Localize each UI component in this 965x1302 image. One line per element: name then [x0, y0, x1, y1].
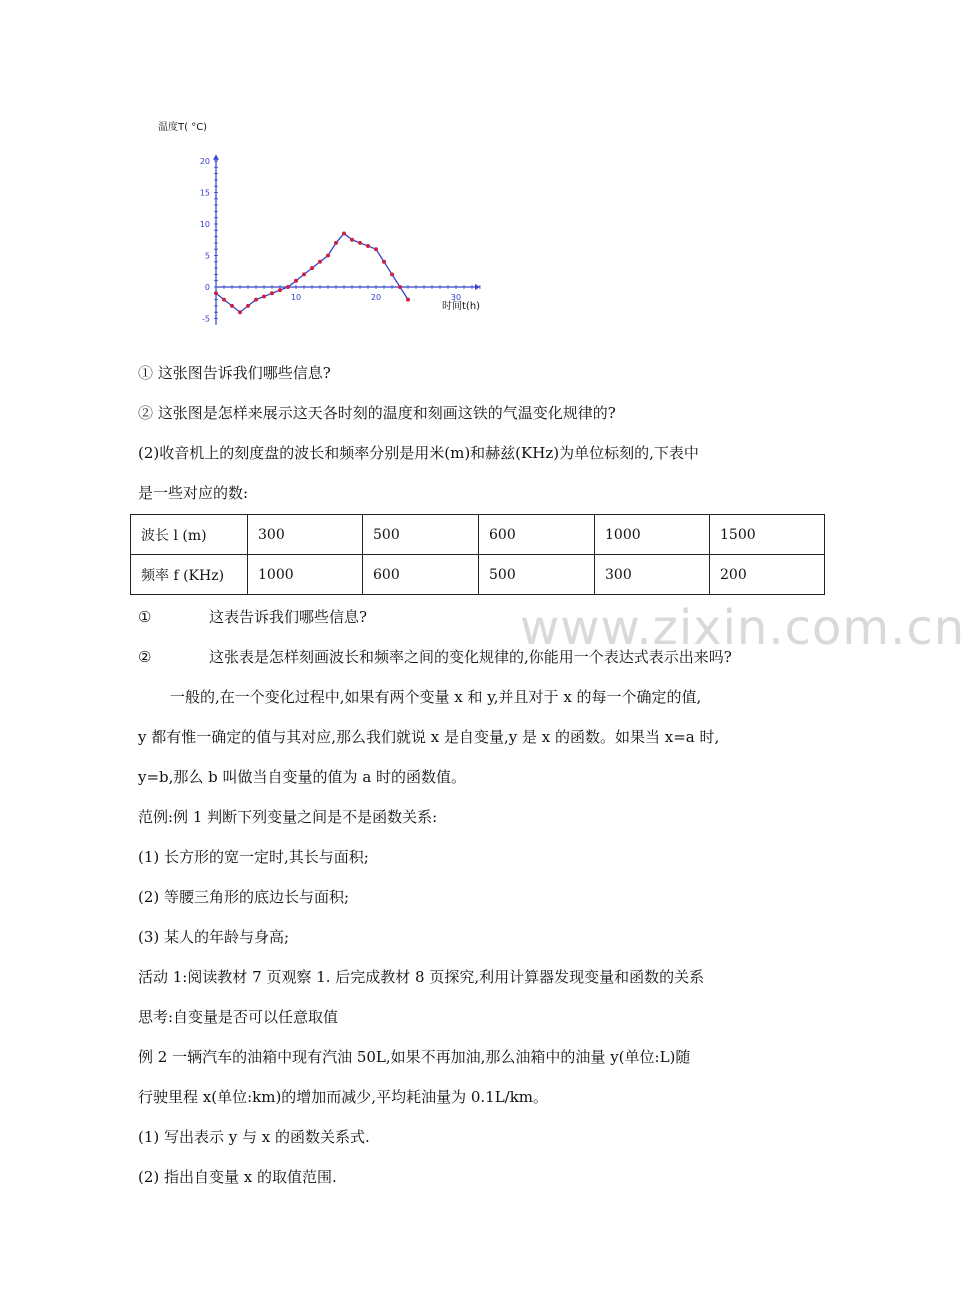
- y-tick-label: 0: [204, 283, 210, 292]
- temperature-data-point: [254, 298, 258, 302]
- table-row: [131, 515, 825, 555]
- radio-intro-line-2: 是一些对应的数:: [138, 484, 249, 502]
- temperature-data-point: [230, 304, 234, 308]
- x-axis-arrow: [475, 284, 480, 290]
- definition-line-2: y 都有惟一确定的值与其对应,那么我们就说 x 是自变量,y 是 x 的函数。如果当 x=a 时,: [138, 728, 720, 746]
- table-question-2: [138, 646, 732, 668]
- table-cell: 600: [479, 515, 595, 555]
- temperature-data-point: [374, 247, 378, 251]
- temperature-data-point: [342, 231, 346, 235]
- temperature-data-point: [262, 294, 266, 298]
- table-cell: 300: [248, 515, 363, 555]
- example-2-line-1: 例 2 一辆汽车的油箱中现有汽油 50L,如果不再加油,那么油箱中的油量 y(单位:L)随: [138, 1048, 691, 1066]
- example-1-item: (1) 长方形的宽一定时,其长与面积;: [138, 848, 369, 866]
- temperature-data-point: [326, 254, 330, 258]
- example-2-item: (1) 写出表示 y 与 x 的函数关系式.: [138, 1128, 370, 1146]
- table-cell: 频率 f (KHz): [131, 555, 248, 595]
- temperature-data-point: [222, 298, 226, 302]
- y-axis-arrow: [213, 155, 219, 160]
- temperature-data-point: [334, 241, 338, 245]
- table-cell: 300: [595, 555, 710, 595]
- y-tick-label: 5: [204, 251, 210, 261]
- temperature-data-point: [238, 310, 242, 314]
- example-1-title: 范例:例 1 判断下列变量之间是不是函数关系:: [138, 808, 438, 826]
- definition-line-1: 一般的,在一个变化过程中,如果有两个变量 x 和 y,并且对于 x 的每一个确定的值,: [170, 688, 702, 706]
- y-tick-label: 20: [199, 157, 210, 166]
- question-number: ②: [138, 648, 152, 666]
- temperature-chart: [150, 112, 510, 327]
- wavelength-frequency-table: [130, 514, 825, 595]
- table-cell: 波长 l (m): [131, 515, 248, 555]
- x-axis-label: 时间t(h): [442, 301, 481, 312]
- temperature-data-point: [294, 279, 298, 283]
- table-cell: 1500: [710, 515, 825, 555]
- thinking-prompt: 思考:自变量是否可以任意取值: [138, 1008, 339, 1026]
- question-number: ①: [138, 608, 152, 626]
- x-tick-label: 30: [450, 293, 462, 302]
- temperature-data-point: [406, 298, 410, 302]
- question-text: 这张表是怎样刻画波长和频率之间的变化规律的,你能用一个表达式表示出来吗?: [209, 648, 732, 666]
- temperature-data-point: [302, 272, 306, 276]
- table-question-1: [138, 606, 367, 628]
- radio-intro-line-1: (2)收音机上的刻度盘的波长和频率分别是用米(m)和赫兹(KHz)为单位标刻的,下表中: [138, 444, 699, 462]
- temperature-data-point: [350, 238, 354, 242]
- table-row: [131, 555, 825, 595]
- table-cell: 1000: [248, 555, 363, 595]
- temperature-data-point: [286, 285, 290, 289]
- table-cell: 1000: [595, 515, 710, 555]
- example-1-item: (2) 等腰三角形的底边长与面积;: [138, 888, 350, 906]
- temperature-data-point: [278, 288, 282, 292]
- table-cell: 200: [710, 555, 825, 595]
- definition-line-3: y=b,那么 b 叫做当自变量的值为 a 时的函数值。: [138, 768, 467, 786]
- temperature-data-point: [390, 272, 394, 276]
- temperature-data-point: [246, 304, 250, 308]
- y-tick-label: -5: [202, 314, 210, 324]
- example-2-line-2: 行驶里程 x(单位:km)的增加而减少,平均耗油量为 0.1L/km。: [138, 1088, 549, 1106]
- x-tick-label: 20: [370, 293, 382, 302]
- x-tick-label: 10: [290, 293, 302, 302]
- question-text: 这表告诉我们哪些信息?: [209, 608, 368, 626]
- table-cell: 600: [363, 555, 479, 595]
- temperature-data-point: [382, 260, 386, 264]
- temperature-data-point: [310, 266, 314, 270]
- y-tick-label: 10: [199, 220, 210, 229]
- y-tick-label: 15: [199, 188, 210, 198]
- temperature-data-point: [214, 291, 218, 295]
- y-axis-label: 温度T( °C): [158, 122, 208, 133]
- temperature-data-point: [358, 241, 362, 245]
- activity-1: 活动 1:阅读教材 7 页观察 1. 后完成教材 8 页探究,利用计算器发现变量和函数的关系: [138, 968, 705, 986]
- chart-question-2: ② 这张图是怎样来展示这天各时刻的温度和刻画这铁的气温变化规律的?: [138, 404, 616, 422]
- table-cell: 500: [479, 555, 595, 595]
- example-2-item: (2) 指出自变量 x 的取值范围.: [138, 1168, 337, 1186]
- temperature-data-point: [270, 291, 274, 295]
- temperature-data-point: [366, 244, 370, 248]
- watermark: www.zixin.com.cn: [520, 600, 965, 656]
- example-1-item: (3) 某人的年龄与身高;: [138, 928, 290, 946]
- temperature-data-point: [318, 260, 322, 264]
- table-cell: 500: [363, 515, 479, 555]
- temperature-data-point: [398, 285, 402, 289]
- chart-question-1: ① 这张图告诉我们哪些信息?: [138, 364, 331, 382]
